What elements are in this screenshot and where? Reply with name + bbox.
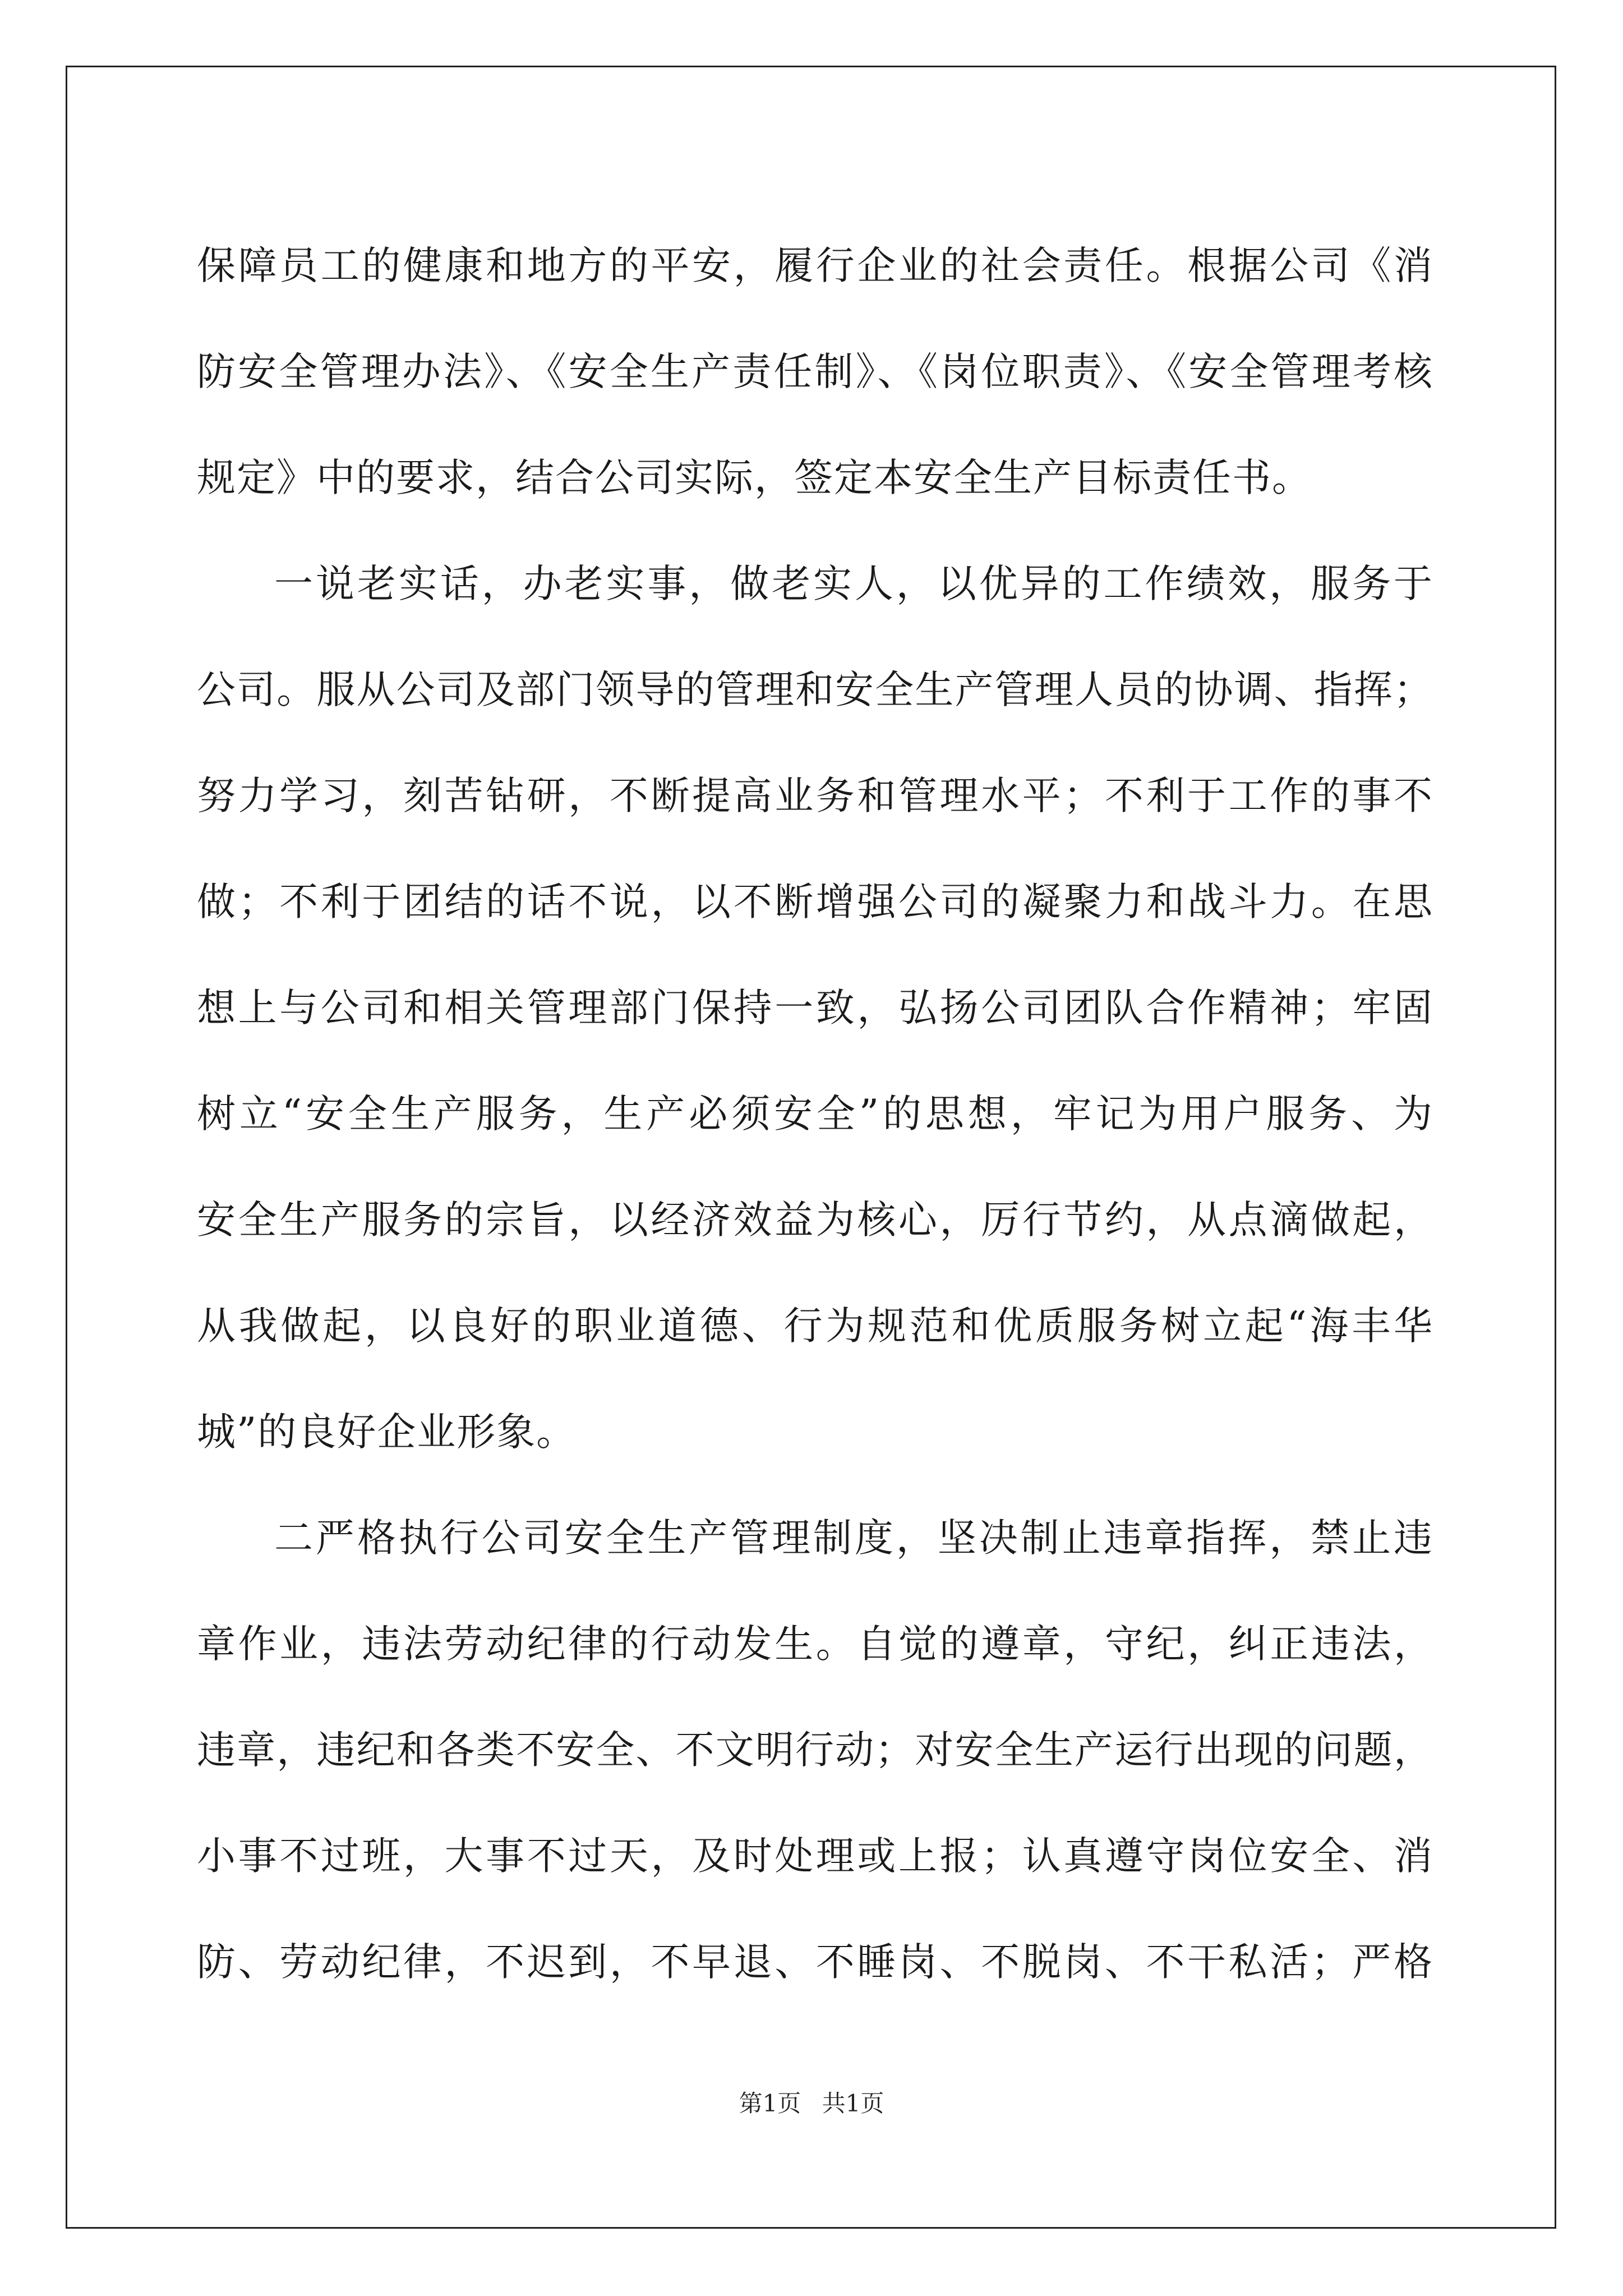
text-line: 章作业，违法劳动纪律的行动发生。自觉的遵章，守纪，纠正违法， — [197, 1622, 1433, 1667]
text-line: 小事不过班，大事不过天，及时处理或上报；认真遵守岗位安全、消 — [197, 1834, 1433, 1879]
text-line: 违章，违纪和各类不安全、不文明行动；对安全生产运行出现的问题， — [197, 1728, 1433, 1773]
text-line: 规定》中的要求，结合公司实际，签定本安全生产目标责任书。 — [197, 455, 1312, 500]
text-line: 努力学习，刻苦钻研，不断提高业务和管理水平；不利于工作的事不 — [197, 774, 1433, 818]
text-line: 做；不利于团结的话不说，以不断增强公司的凝聚力和战斗力。在思 — [197, 880, 1433, 924]
text-line: 树立“安全生产服务，生产必须安全”的思想，牢记为用户服务、为 — [197, 1092, 1433, 1137]
text-line: 城”的良好企业形象。 — [197, 1410, 577, 1455]
text-line: 公司。服从公司及部门领导的管理和安全生产管理人员的协调、指挥； — [197, 668, 1433, 712]
text-line: 保障员工的健康和地方的平安，履行企业的社会责任。根据公司《消 — [197, 243, 1433, 288]
page-footer — [0, 2087, 1623, 2120]
page-number: 第1页 — [739, 2090, 801, 2117]
paragraph-start-line: 一说老实话，办老实事，做老实人，以优异的工作绩效，服务于 — [274, 562, 1433, 606]
paragraph-start-line: 二严格执行公司安全生产管理制度，坚决制止违章指挥，禁止违 — [274, 1516, 1433, 1561]
text-line: 防、劳动纪律，不迟到，不早退、不睡岗、不脱岗、不干私活；严格 — [197, 1940, 1433, 1985]
document-body — [197, 213, 1433, 2016]
text-line: 防安全管理办法》、《安全生产责任制》、《岗位职责》、《安全管理考核 — [197, 349, 1433, 394]
text-line: 从我做起，以良好的职业道德、行为规范和优质服务树立起“海丰华 — [197, 1304, 1433, 1349]
text-line: 想上与公司和相关管理部门保持一致，弘扬公司团队合作精神；牢固 — [197, 986, 1433, 1030]
page-total: 共1页 — [822, 2090, 884, 2117]
text-line: 安全生产服务的宗旨，以经济效益为核心，厉行节约，从点滴做起， — [197, 1198, 1433, 1243]
